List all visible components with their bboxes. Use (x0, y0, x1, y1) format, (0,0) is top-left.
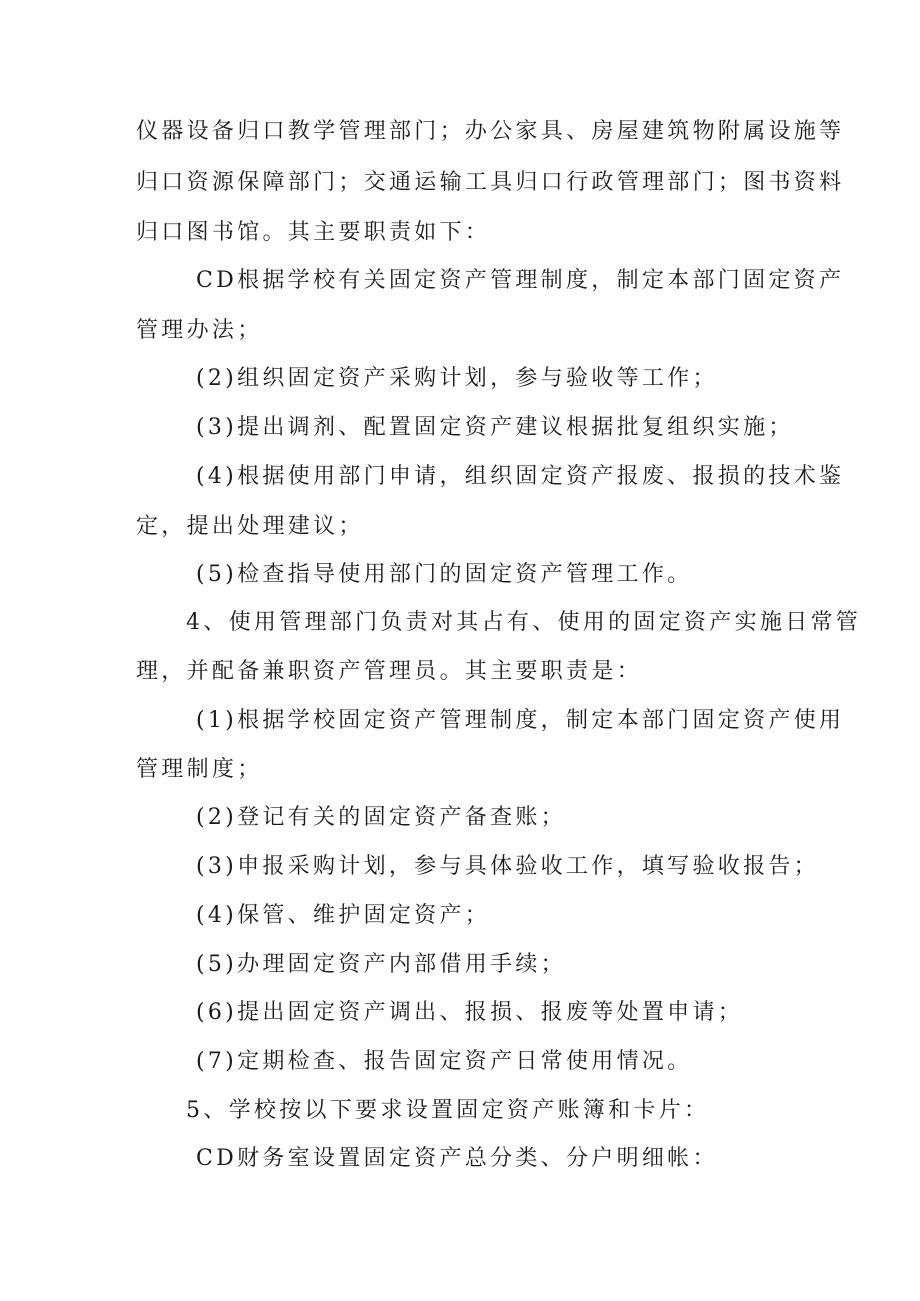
text-line: (4)保管、维护固定资产； (196, 903, 491, 928)
text-line: (4)根据使用部门申请，组织固定资产报废、报损的技术鉴 (196, 464, 845, 489)
text-line: (2)登记有关的固定资产备查账； (196, 805, 566, 830)
text-line: (5)检查指导使用部门的固定资产管理工作。 (196, 562, 693, 587)
text-line: 归口资源保障部门；交通运输工具归口行政管理部门；图书资料 (136, 170, 845, 195)
text-line: (6)提出固定资产调出、报损、报废等处置申请； (196, 1000, 744, 1025)
text-line: 4、使用管理部门负责对其占有、使用的固定资产实施日常管 (186, 610, 862, 635)
text-line: (1)根据学校固定资产管理制度，制定本部门固定资产使用 (196, 708, 845, 733)
text-line: 归口图书馆。其主要职责如下： (136, 220, 491, 245)
text-line: 定，提出处理建议； (136, 514, 364, 539)
text-line: (5)办理固定资产内部借用手续； (196, 952, 566, 977)
text-line: CD财务室设置固定资产总分类、分户明细帐： (196, 1146, 718, 1171)
text-line: 理，并配备兼职资产管理员。其主要职责是： (136, 659, 643, 684)
text-line: 管理办法； (136, 318, 263, 343)
text-line: (3)提出调剂、配置固定资产建议根据批复组织实施； (196, 415, 794, 440)
text-line: 5、学校按以下要求设置固定资产账簿和卡片： (186, 1098, 710, 1123)
text-line: 仪器设备归口教学管理部门；办公家具、房屋建筑物附属设施等 (136, 119, 845, 144)
text-line: CD根据学校有关固定资产管理制度，制定本部门固定资产 (196, 268, 845, 293)
text-line: 管理制度； (136, 757, 263, 782)
text-line: (7)定期检查、报告固定资产日常使用情况。 (196, 1049, 693, 1074)
text-line: (2)组织固定资产采购计划，参与验收等工作； (196, 366, 718, 391)
text-line: (3)申报采购计划，参与具体验收工作，填写验收报告； (196, 854, 819, 879)
